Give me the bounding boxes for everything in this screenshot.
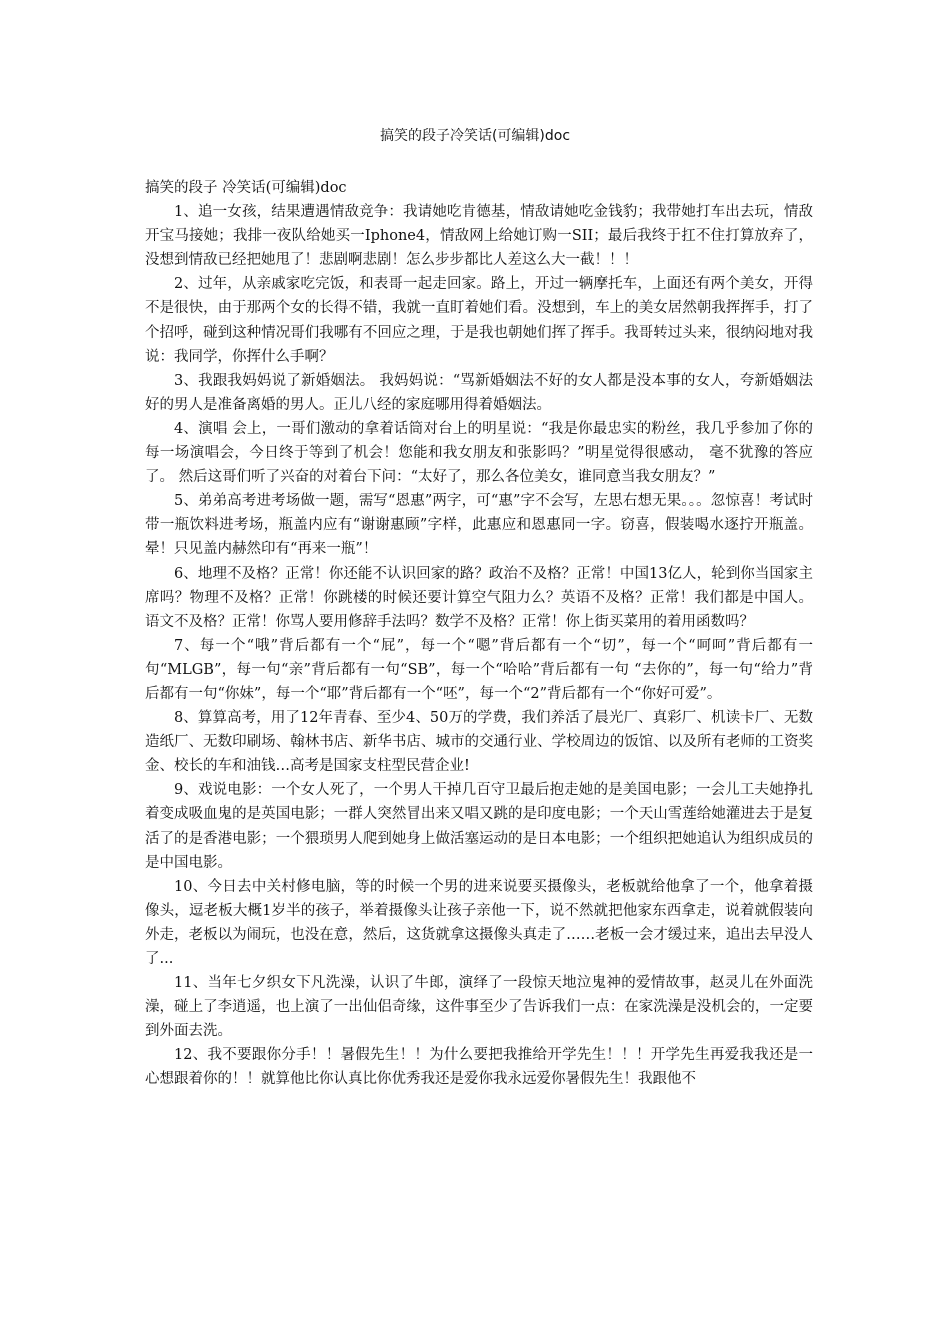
joke-paragraph-3: 3、我跟我妈妈说了新婚姻法。 我妈妈说：“骂新婚姻法不好的女人都是没本事的女人，夸新婚姻法好的男人是准备离婚的男人。正儿八经的家庭哪用得着婚姻法。	[145, 372, 813, 413]
document-title: 搞笑的段子冷笑话(可编辑)doc	[379, 128, 571, 144]
joke-paragraph-11: 11、当年七夕织女下凡洗澡，认识了牛郎，演绎了一段惊天地泣鬼神的爱情故事，赵灵儿在外面洗澡，碰上了李逍遥，也上演了一出仙侣奇缘，这件事至少了告诉我们一点：在家洗澡是没机会的，一定要到外面去洗。	[145, 975, 813, 1040]
joke-paragraph-5: 5、弟弟高考进考场做一题，需写“恩惠”两字，可“惠”字不会写，左思右想无果。。。忽惊喜！考试时带一瓶饮料进考场，瓶盖内应有“谢谢惠顾”字样，此惠应和恩惠同一字。窃喜，假装喝水逐拧开瓶盖。晕！只见盖内赫然印有“再来一瓶”！	[145, 493, 813, 558]
document-subtitle: 搞笑的段子 冷笑话(可编辑)doc	[145, 180, 347, 196]
document-body	[145, 176, 813, 1092]
joke-paragraph-12: 12、我不要跟你分手！！暑假先生！！为什么要把我推给开学先生！！！开学先生再爱我我还是一心想跟着你的！！就算他比你认真比你优秀我还是爱你我永远爱你暑假先生！我跟他不	[145, 1047, 813, 1088]
joke-paragraph-7: 7、每一个“哦”背后都有一个“屁”，每一个“嗯”背后都有一个“切”，每一个“呵呵”背后都有一句“MLGB”，每一句“亲”背后都有一句“SB”，每一个“哈哈”背后都有一句 “去你的”，每一句“给力”背后都有一句“你妹”，每一个“耶”背后都有一个“呸”，每一个“2”背后都有一个“你好可爱”。	[145, 637, 813, 702]
joke-paragraph-2: 2、过年，从亲戚家吃完饭，和表哥一起走回家。路上，开过一辆摩托车，上面还有两个美女，开得不是很快，由于那两个女的长得不错，我就一直盯着她们看。没想到，车上的美女居然朝我挥挥手，打了个招呼，碰到这种情况哥们我哪有不回应之理，于是我也朝她们挥了挥手。我哥转过头来，很纳闷地对我说：我同学，你挥什么手啊？	[145, 276, 813, 365]
joke-paragraph-10: 10、今日去中关村修电脑，等的时候一个男的进来说要买摄像头，老板就给他拿了一个，他拿着摄像头，逗老板大概1岁半的孩子，举着摄像头让孩子亲他一下，说不然就把他家东西拿走，说着就假装向外走，老板以为闹玩，也没在意，然后，这货就拿这摄像头真走了……老板一会才缓过来，追出去早没人了...	[145, 878, 813, 967]
joke-paragraph-6: 6、地理不及格？正常！你还能不认识回家的路？政治不及格？正常！中国13亿人，轮到你当国家主席吗？物理不及格？正常！你跳楼的时候还要计算空气阻力么？英语不及格？正常！我们都是中国人。 语文不及格？正常！你骂人要用修辞手法吗？数学不及格？正常！你上街买菜用的着用函数吗？	[145, 565, 813, 630]
joke-paragraph-8: 8、算算高考，用了12年青春、至少4、50万的学费，我们养活了晨光厂、真彩厂、机读卡厂、无数造纸厂、无数印刷场、翰林书店、新华书店、城市的交通行业、学校周边的饭馆、以及所有老师的工资奖金、校长的车和油钱…高考是国家支柱型民营企业!	[145, 710, 813, 775]
joke-paragraph-1: 1、追一女孩，结果遭遇情敌竞争：我请她吃肯德基，情敌请她吃金钱豹；我带她打车出去玩，情敌开宝马接她；我排一夜队给她买一Iphone4，情敌网上给她订购一SII；最后我终于扛不住打算放弃了，没想到情敌已经把她甩了！悲剧啊悲剧！怎么步步都比人差这么大一截！！！	[145, 204, 813, 269]
joke-paragraph-4: 4、演唱 会上，一哥们激动的拿着话筒对台上的明星说：“我是你最忠实的粉丝，我几乎参加了你的每一场演唱会，今日终于等到了机会！您能和我女朋友和张影吗？”明星觉得很感动， 毫不犹豫的答应了。 然后这哥们听了兴奋的对着台下问：“太好了，那么各位美女，谁同意当我女朋友？”	[145, 420, 813, 486]
joke-paragraph-9: 9、戏说电影：一个女人死了，一个男人干掉几百守卫最后抱走她的是美国电影；一会儿工夫她挣扎着变成吸血鬼的是英国电影；一群人突然冒出来又唱又跳的是印度电影；一个天山雪莲给她灌进去于是复活了的是香港电影；一个猥琐男人爬到她身上做活塞运动的是日本电影；一个组织把她追认为组织成员的是中国电影。	[145, 782, 813, 871]
